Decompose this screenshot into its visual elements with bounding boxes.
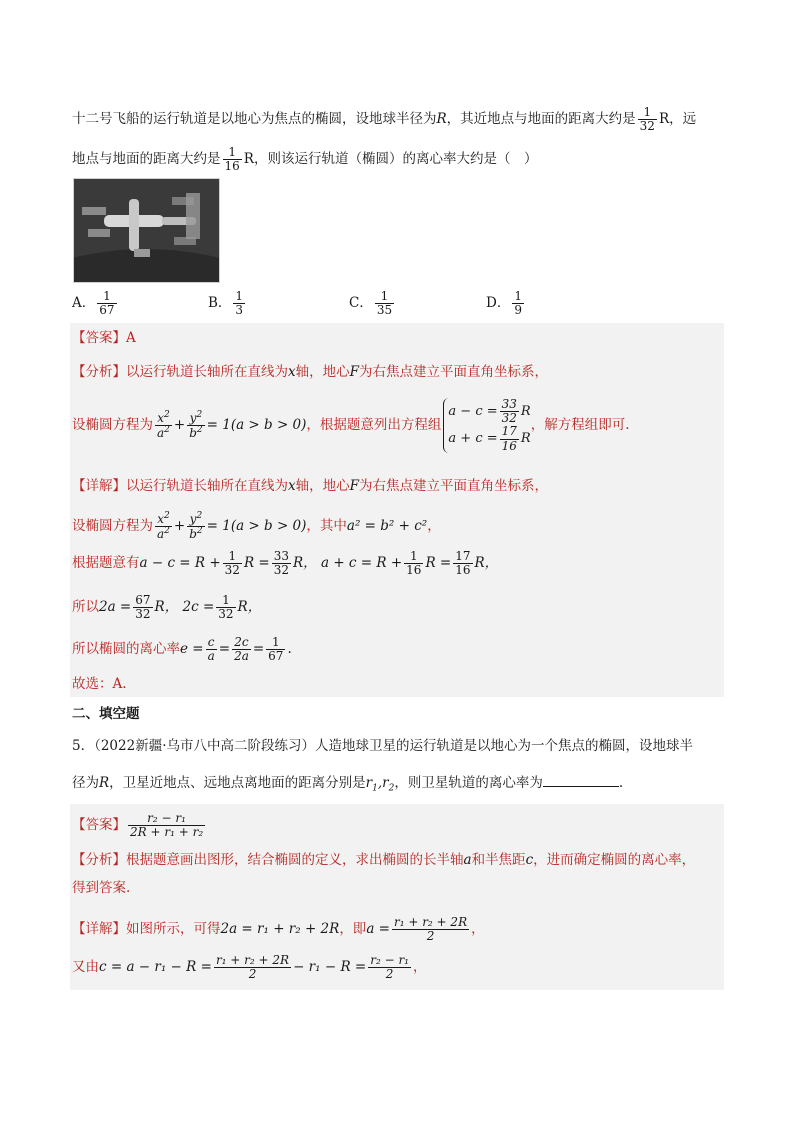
q4-text: 地点与地面的距离大约是 xyxy=(72,151,221,168)
section-heading: 二、填空题 xyxy=(72,706,140,722)
q5-analysis-line-2: 得到答案. xyxy=(72,880,131,896)
q4-detail-line-4: 所以2a = $\frac{67}{32}$ R， 2c = $\frac{1}{32}$ R， xyxy=(72,593,262,622)
q4-text: R，则该运行轨道（椭圆）的离心率大约是（ ） xyxy=(243,151,538,168)
q4-detail-line-3: 根据题意有a − c = R + $\frac{1}{32}$ R = $\frac{33}{32}$ R， a + c = R + $\frac{1}{16}$ R = $\frac{17}{16}$ R， xyxy=(72,549,499,578)
q5-line-1: 5．（2022新疆·乌市八中高二阶段练习）人造地球卫星的运行轨道是以地心为一个焦点的椭圆，设地球半 xyxy=(72,738,693,754)
q5-analysis-line-1: 【分析】根据题意画出图形，结合椭圆的定义，求出椭圆的长半轴a和半焦距c，进而确定椭圆的离心率， xyxy=(72,852,696,868)
q4-detail-line-5: 所以椭圆的离心率e = $\frac{c}{a}$ = $\frac{2c}{2a}$ = $\frac{1}{67}$ . xyxy=(72,635,292,664)
q4-analysis-line-1: 【分析】以运行轨道长轴所在直线为x轴，地心F为右焦点建立平面直角坐标系， xyxy=(72,364,548,380)
answer-fraction: $\frac{\text{r₂ − r₁}}{\text{2R + r₁ + r₂}}$ xyxy=(130,811,204,840)
equation-system: a − c = $\frac{33}{32}$ R a + c = $\frac{17}{16}$ R xyxy=(443,398,530,453)
choice-d[interactable]: D． $\frac{1}{9}$ xyxy=(486,289,522,318)
q5-answer: 【答案】 $\frac{\text{r₂ − r₁}}{\text{2R + r₁ + r₂}}$ xyxy=(72,811,204,840)
choice-b[interactable]: B． $\frac{1}{3}$ xyxy=(208,289,244,318)
fraction: $\frac{1}{32}$ xyxy=(639,105,655,134)
choice-a[interactable]: A． $\frac{1}{67}$ xyxy=(72,289,115,318)
q4-detail-line-2: 设椭圆方程为 $\frac{x^2}{a^2}$ + $\frac{y^2}{b^2}$ = 1(a > b > 0)，其中a² = b² + c²， xyxy=(72,511,441,542)
q4-line-1 xyxy=(72,106,696,133)
q4-text: 十二号飞船的运行轨道是以地心为焦点的椭圆，设地球半径为 xyxy=(72,111,437,128)
fraction: $\frac{1}{16}$ xyxy=(224,145,240,174)
radius-symbol: R xyxy=(436,111,447,128)
q5-detail-line-2: 又由c = a − r₁ − R = $\frac{\text{r₁ + r₂ + 2R}}{2}$ − r₁ − R = $\frac{\text{r₂ − r₁}}{2}$ ， xyxy=(72,953,427,982)
q4-text: ，其近地点与地面的距离大约是 xyxy=(446,111,636,128)
choice-c[interactable]: C． $\frac{1}{35}$ xyxy=(349,289,393,318)
q4-detail-line-1: 【详解】以运行轨道长轴所在直线为x轴，地心F为右焦点建立平面直角坐标系， xyxy=(72,478,548,494)
q4-detail-line-6: 故选：A. xyxy=(72,676,127,692)
space-station-image xyxy=(73,178,220,283)
q4-answer: 【答案】A xyxy=(72,330,136,346)
q5-line-2: 径为R，卫星近地点、远地点离地面的距离分别是$r_1,r_2$，则卫星轨道的离心率为 . xyxy=(72,775,624,794)
q4-line-2 xyxy=(72,146,537,173)
answer-blank[interactable] xyxy=(543,774,619,787)
q4-analysis-line-2: 设椭圆方程为 $\frac{x^2}{a^2}$ + $\frac{y^2}{b^2}$ = 1(a > b > 0)，根据题意列出方程组 a − c = $\frac{33}{32}$ R a + c = $\frac{17}{16}$ R ，解方程组即可. xyxy=(72,397,630,453)
q5-detail-line-1: 【详解】如图所示，可得2a = r₁ + r₂ + 2R，即a = $\frac{\text{r₁ + r₂ + 2R}}{2}$ ， xyxy=(72,915,485,944)
q4-text: R，远 xyxy=(658,111,697,128)
